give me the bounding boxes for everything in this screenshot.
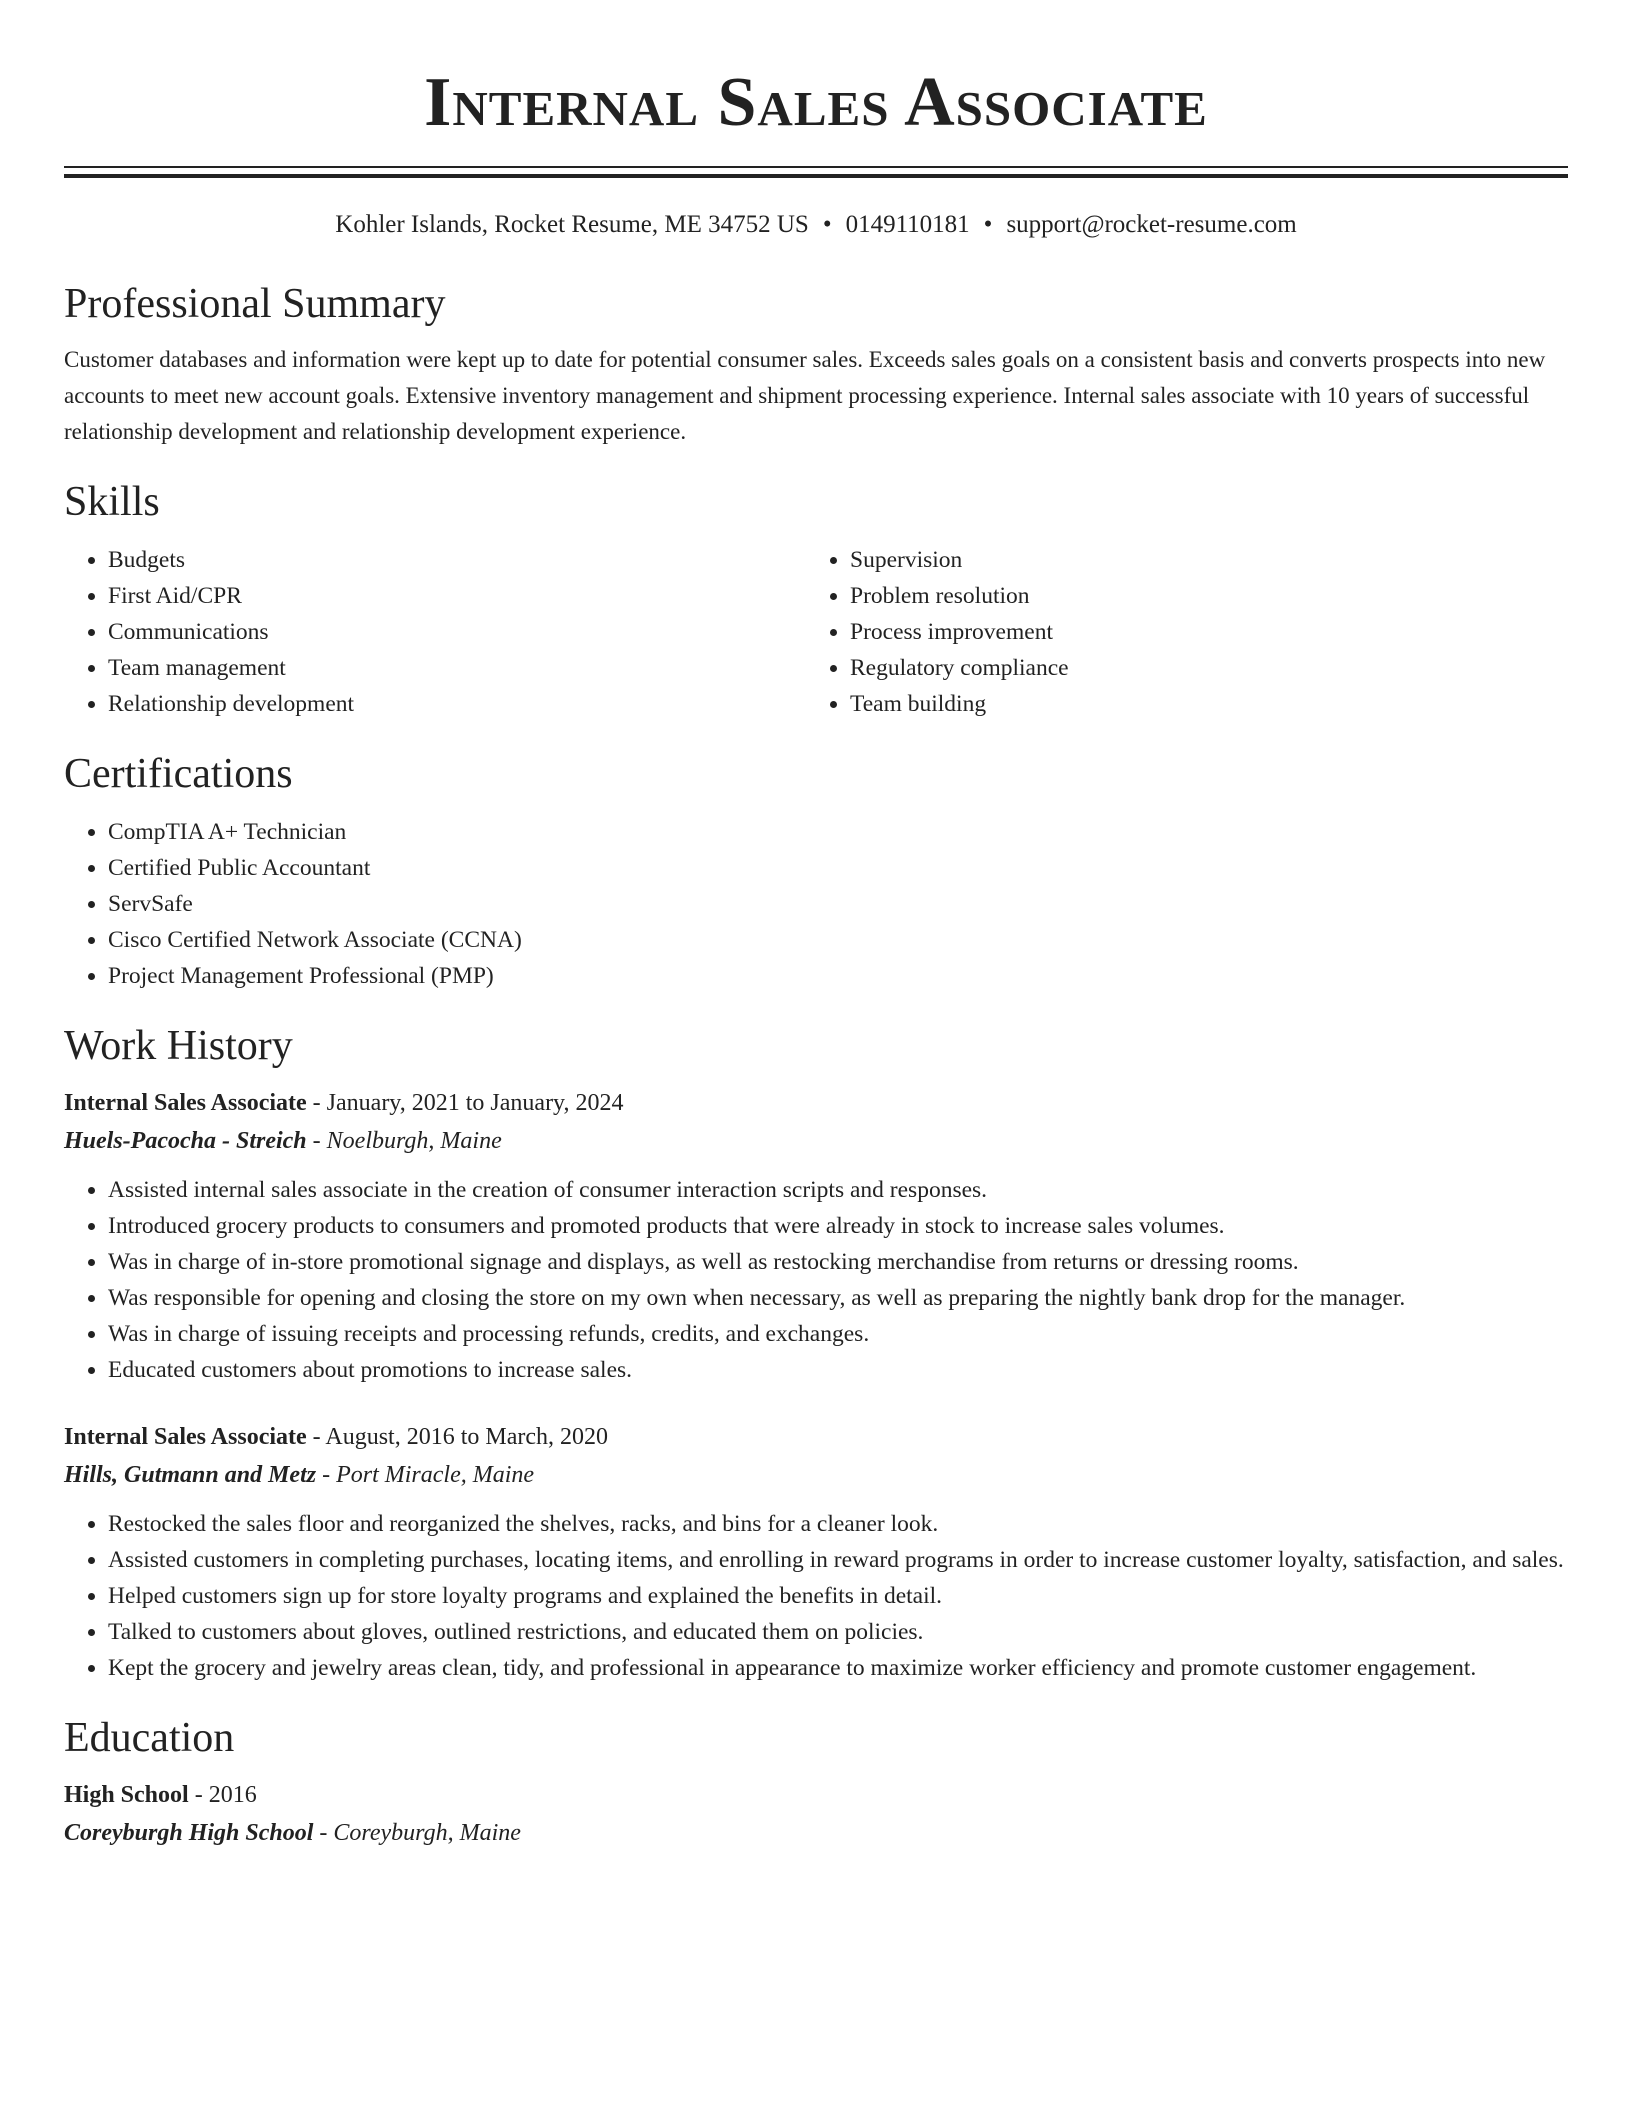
resume-title: Internal Sales Associate xyxy=(424,64,1208,141)
summary-text: Customer databases and information were kept up to date for potential consumer sales. Exceeds sales goals on a consistent basis and converts prospects into new accounts to meet new account goals. Extensive inventory management and shipment processing experience. Internal sales associate with 10 years of successful relationship development and relationship development experience. xyxy=(64,347,1546,444)
skill-item: • Supervision xyxy=(850,542,1548,578)
job-bullet: • Was responsible for opening and closing the store on my own when necessary, as well as preparing the nightly bank drop for the manager. xyxy=(108,1280,1568,1316)
skill-item: • Relationship development xyxy=(108,686,806,722)
certification-item: • ServSafe xyxy=(108,886,1568,922)
job-header xyxy=(64,1418,1568,1456)
skill-item: • Budgets xyxy=(108,542,806,578)
job-location: Noelburgh, Maine xyxy=(326,1128,502,1154)
contact-separator: • xyxy=(983,211,993,238)
job-company-line xyxy=(64,1456,1568,1494)
job-bullet: • Was in charge of issuing receipts and processing refunds, credits, and exchanges. xyxy=(108,1316,1568,1352)
skill-item: • Process improvement xyxy=(850,614,1548,650)
job-bullet: • Educated customers about promotions to increase sales. xyxy=(108,1352,1568,1388)
contact-email: support@rocket-resume.com xyxy=(1006,211,1297,238)
job-header xyxy=(64,1084,1568,1122)
job-bullet: • Kept the grocery and jewelry areas clean, tidy, and professional in appearance to maximize worker efficiency and promote customer engagement. xyxy=(108,1650,1568,1686)
job-bullet: • Restocked the sales floor and reorganized the shelves, racks, and bins for a cleaner look. xyxy=(108,1506,1568,1542)
job-bullet: • Assisted internal sales associate in the creation of consumer interaction scripts and responses. xyxy=(108,1172,1568,1208)
skill-item: • Team management xyxy=(108,650,806,686)
job-bullet: • Talked to customers about gloves, outlined restrictions, and educated them on policies. xyxy=(108,1614,1568,1650)
certification-item: • Cisco Certified Network Associate (CCNA) xyxy=(108,922,1568,958)
education-school-line xyxy=(64,1814,1568,1852)
certification-item: • Project Management Professional (PMP) xyxy=(108,958,1568,994)
job-bullets xyxy=(64,1506,1568,1686)
dash-separator: - xyxy=(194,1782,203,1808)
job-title: Internal Sales Associate xyxy=(64,1090,307,1116)
certification-item: • Certified Public Accountant xyxy=(108,850,1568,886)
contact-separator: • xyxy=(822,211,832,238)
education-entry xyxy=(64,1776,1568,1852)
skill-item: • Communications xyxy=(108,614,806,650)
education-heading: Education xyxy=(64,1715,235,1761)
work-history-heading: Work History xyxy=(64,1023,293,1069)
job-company: Huels-Pacocha - Streich xyxy=(64,1128,307,1154)
dash-separator: - xyxy=(319,1820,328,1846)
job-bullet: • Assisted customers in completing purchases, locating items, and enrolling in reward programs in order to increase customer loyalty, satisfaction, and sales. xyxy=(108,1542,1568,1578)
job-bullets xyxy=(64,1172,1568,1388)
skills-heading: Skills xyxy=(64,479,160,525)
job-company-line xyxy=(64,1122,1568,1160)
skill-item: • Problem resolution xyxy=(850,578,1548,614)
job-dates: January, 2021 to January, 2024 xyxy=(326,1090,624,1116)
certifications-heading: Certifications xyxy=(64,751,293,797)
education-school: Coreyburgh High School xyxy=(64,1820,314,1846)
contact-phone: 0149110181 xyxy=(845,211,970,238)
skill-item: • Team building xyxy=(850,686,1548,722)
job-bullet: • Introduced grocery products to consumers and promoted products that were already in stock to increase sales volumes. xyxy=(108,1208,1568,1244)
skills-list xyxy=(64,542,1568,722)
job-entry xyxy=(64,1418,1568,1686)
job-location: Port Miracle, Maine xyxy=(336,1462,535,1488)
skills-column-left xyxy=(64,542,806,722)
job-bullet: • Was in charge of in-store promotional signage and displays, as well as restocking merchandise from returns or dressing rooms. xyxy=(108,1244,1568,1280)
skill-item: • Regulatory compliance xyxy=(850,650,1548,686)
contact-line xyxy=(64,208,1568,242)
certification-item: • CompTIA A+ Technician xyxy=(108,814,1568,850)
skills-column-right xyxy=(806,542,1548,722)
education-year: 2016 xyxy=(208,1782,257,1808)
dash-separator: - xyxy=(312,1128,321,1154)
title-divider xyxy=(64,166,1568,178)
contact-address: Kohler Islands, Rocket Resume, ME 34752 US xyxy=(335,211,809,238)
education-location: Coreyburgh, Maine xyxy=(333,1820,521,1846)
job-entry xyxy=(64,1084,1568,1388)
job-company: Hills, Gutmann and Metz xyxy=(64,1462,317,1488)
job-title: Internal Sales Associate xyxy=(64,1424,307,1450)
skill-item: • First Aid/CPR xyxy=(108,578,806,614)
job-bullet: • Helped customers sign up for store loyalty programs and explained the benefits in detail. xyxy=(108,1578,1568,1614)
education-header xyxy=(64,1776,1568,1814)
dash-separator: - xyxy=(322,1462,331,1488)
job-dates: August, 2016 to March, 2020 xyxy=(325,1424,609,1450)
certifications-list xyxy=(64,814,1568,994)
summary-heading: Professional Summary xyxy=(64,281,446,327)
dash-separator: - xyxy=(312,1090,321,1116)
education-degree: High School xyxy=(64,1782,189,1808)
dash-separator: - xyxy=(312,1424,321,1450)
